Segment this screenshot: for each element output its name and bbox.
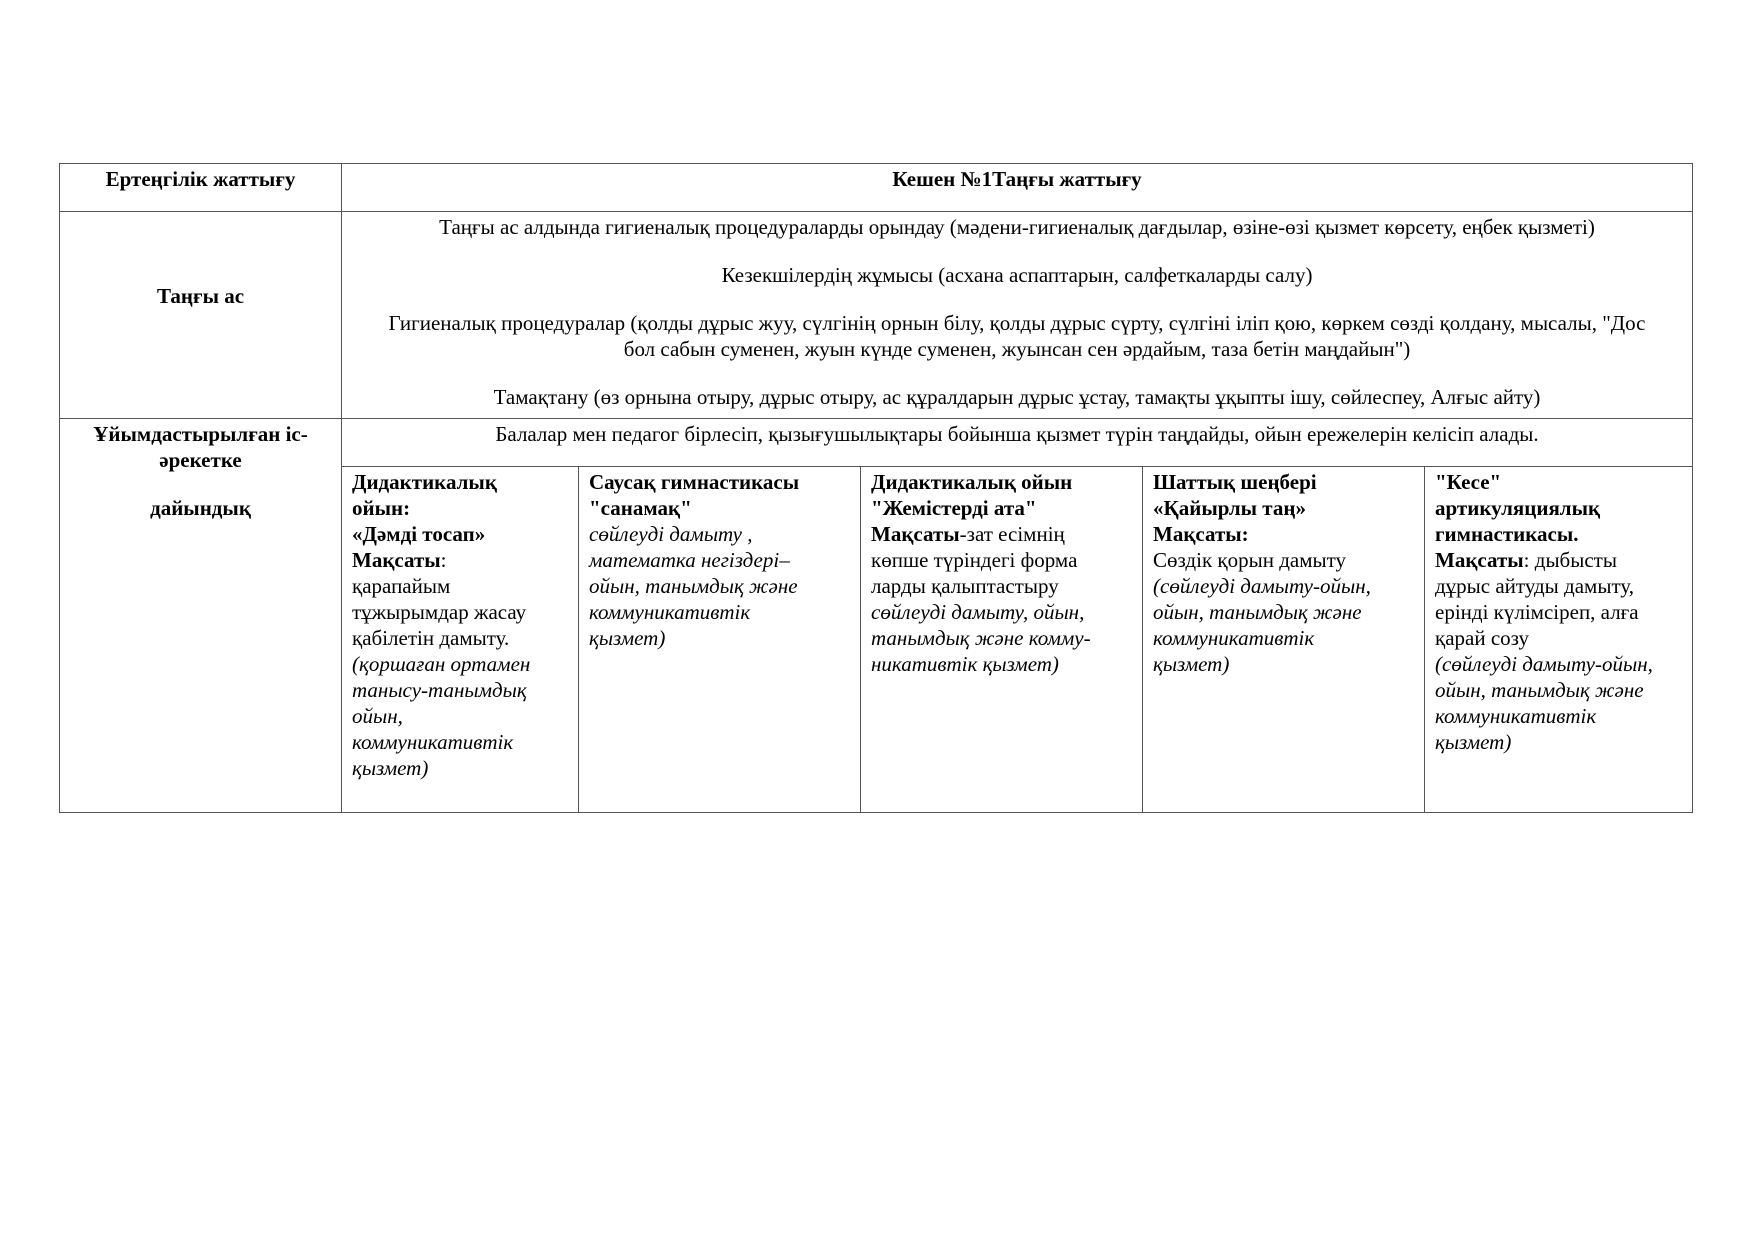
goal-text: қарай созу xyxy=(1435,626,1530,650)
activity-title: гимнастикасы. xyxy=(1435,522,1579,546)
goal-label: Мақсаты xyxy=(352,548,441,572)
preparation-label xyxy=(60,419,342,813)
preparation-label-line: дайындық xyxy=(150,496,251,520)
activity-title: «Дәмді тосап» xyxy=(352,522,486,546)
activity-note: коммуникативтік xyxy=(589,600,751,624)
goal-label: Мақсаты: xyxy=(1153,522,1249,546)
activity-didactic-jam xyxy=(342,467,579,813)
row-morning-exercise xyxy=(60,164,1693,212)
goal-text: қарапайым xyxy=(352,574,451,598)
activity-title: "Кесе" xyxy=(1435,470,1502,494)
morning-exercise-content: Кешен №1Таңғы жаттығу xyxy=(342,164,1693,212)
preparation-label-line: Ұйымдастырылған іс- xyxy=(93,422,308,446)
activity-note: ойын, танымдық және xyxy=(1153,600,1362,624)
activity-title: "Жемістерді ата" xyxy=(871,496,1037,520)
activity-title: «Қайырлы таң» xyxy=(1153,496,1306,520)
breakfast-paragraph: Тамақтану (өз орнына отыру, дұрыс отыру, ас құралдарын дұрыс ұстау, тамақты ұқыпты ішу, сөйлеспеу, Алғыс айту) xyxy=(493,385,1541,409)
activity-note: сөйлеуді дамыту , xyxy=(589,522,753,546)
goal-text: қабілетін дамыту. xyxy=(352,626,510,650)
activity-note: математка негіздері– xyxy=(589,548,790,572)
breakfast-content xyxy=(342,212,1693,419)
activity-note: коммуникативтік xyxy=(1435,704,1597,728)
activity-title: ойын: xyxy=(352,496,411,520)
activity-title: Шаттық шеңбері xyxy=(1153,470,1317,494)
activity-note: коммуникативтік xyxy=(352,730,514,754)
goal-text: тұжырымдар жасау xyxy=(352,600,527,624)
breakfast-paragraph: Таңғы ас алдында гигиеналық процедураларды орындау (мәдени-гигиеналық дағдылар, өзіне-өзі қызмет көрсету, еңбек қызметі) xyxy=(439,215,1595,239)
activity-note: ойын, танымдық және xyxy=(589,574,798,598)
activity-title: артикуляциялық xyxy=(1435,496,1601,520)
activity-title: Саусақ гимнастикасы xyxy=(589,470,800,494)
activity-note: қызмет) xyxy=(1435,730,1512,754)
activity-note: танысу-танымдық xyxy=(352,678,527,702)
goal-text: көпше түріндегі форма xyxy=(871,548,1078,572)
activity-note: қызмет) xyxy=(589,626,666,650)
breakfast-label: Таңғы ас xyxy=(60,212,342,419)
goal-text: -зат есімнің xyxy=(959,522,1065,546)
preparation-intro: Балалар мен педагог бірлесіп, қызығушылықтары бойынша қызмет түрін таңдайды, ойын ережелерін келісіп алады. xyxy=(342,419,1693,467)
goal-text: дұрыс айтуды дамыту, xyxy=(1435,574,1634,598)
activity-finger-gymnastics xyxy=(579,467,861,813)
morning-exercise-label: Ертеңгілік жаттығу xyxy=(60,164,342,212)
activity-note: ойын, xyxy=(352,704,403,728)
goal-text: ерінді күлімсіреп, алға xyxy=(1435,600,1639,624)
activity-note: (сөйлеуді дамыту-ойын, xyxy=(1153,574,1371,598)
activity-note: танымдық және комму- xyxy=(871,626,1091,650)
activity-note: қызмет) xyxy=(1153,652,1230,676)
daily-plan-table xyxy=(59,163,1693,813)
goal-text: : дыбысты xyxy=(1523,548,1617,572)
activity-note: коммуникативтік xyxy=(1153,626,1315,650)
preparation-label-line: әрекетке xyxy=(159,448,242,472)
goal-label: Мақсаты xyxy=(1435,548,1524,572)
activity-cup-articulation xyxy=(1425,467,1693,813)
activity-name-fruits xyxy=(861,467,1143,813)
row-breakfast xyxy=(60,212,1693,419)
activity-joy-circle xyxy=(1143,467,1425,813)
goal-colon: : xyxy=(440,548,447,572)
activity-title: Дидактикалық ойын xyxy=(871,470,1073,494)
activity-note: (сөйлеуді дамыту-ойын, xyxy=(1435,652,1653,676)
activity-note: ойын, танымдық және xyxy=(1435,678,1644,702)
breakfast-paragraph: Кезекшілердің жұмысы (асхана аспаптарын, салфеткаларды салу) xyxy=(721,263,1313,287)
goal-text: ларды қалыптастыру xyxy=(871,574,1059,598)
activity-title: "санамақ" xyxy=(589,496,692,520)
goal-label: Мақсаты xyxy=(871,522,960,546)
activity-note: сөйлеуді дамыту, ойын, xyxy=(871,600,1085,624)
activity-note: (қоршаған ортамен xyxy=(352,652,531,676)
activity-note: никативтік қызмет) xyxy=(871,652,1059,676)
row-preparation-intro xyxy=(60,419,1693,467)
breakfast-paragraph: Гигиеналық процедуралар (қолды дұрыс жуу, сүлгінің орнын білу, қолды дұрыс сүрту, сүлгіні іліп қою, көркем сөзді қолдану, мысалы, "Дос бол сабын суменен, жуын күнде суменен, жуынсан сен әрдайым, таза бетін маңдайын") xyxy=(388,311,1646,361)
activity-title: Дидактикалық xyxy=(352,470,497,494)
goal-text: Сөздік қорын дамыту xyxy=(1153,548,1346,572)
activity-note: қызмет) xyxy=(352,756,429,780)
